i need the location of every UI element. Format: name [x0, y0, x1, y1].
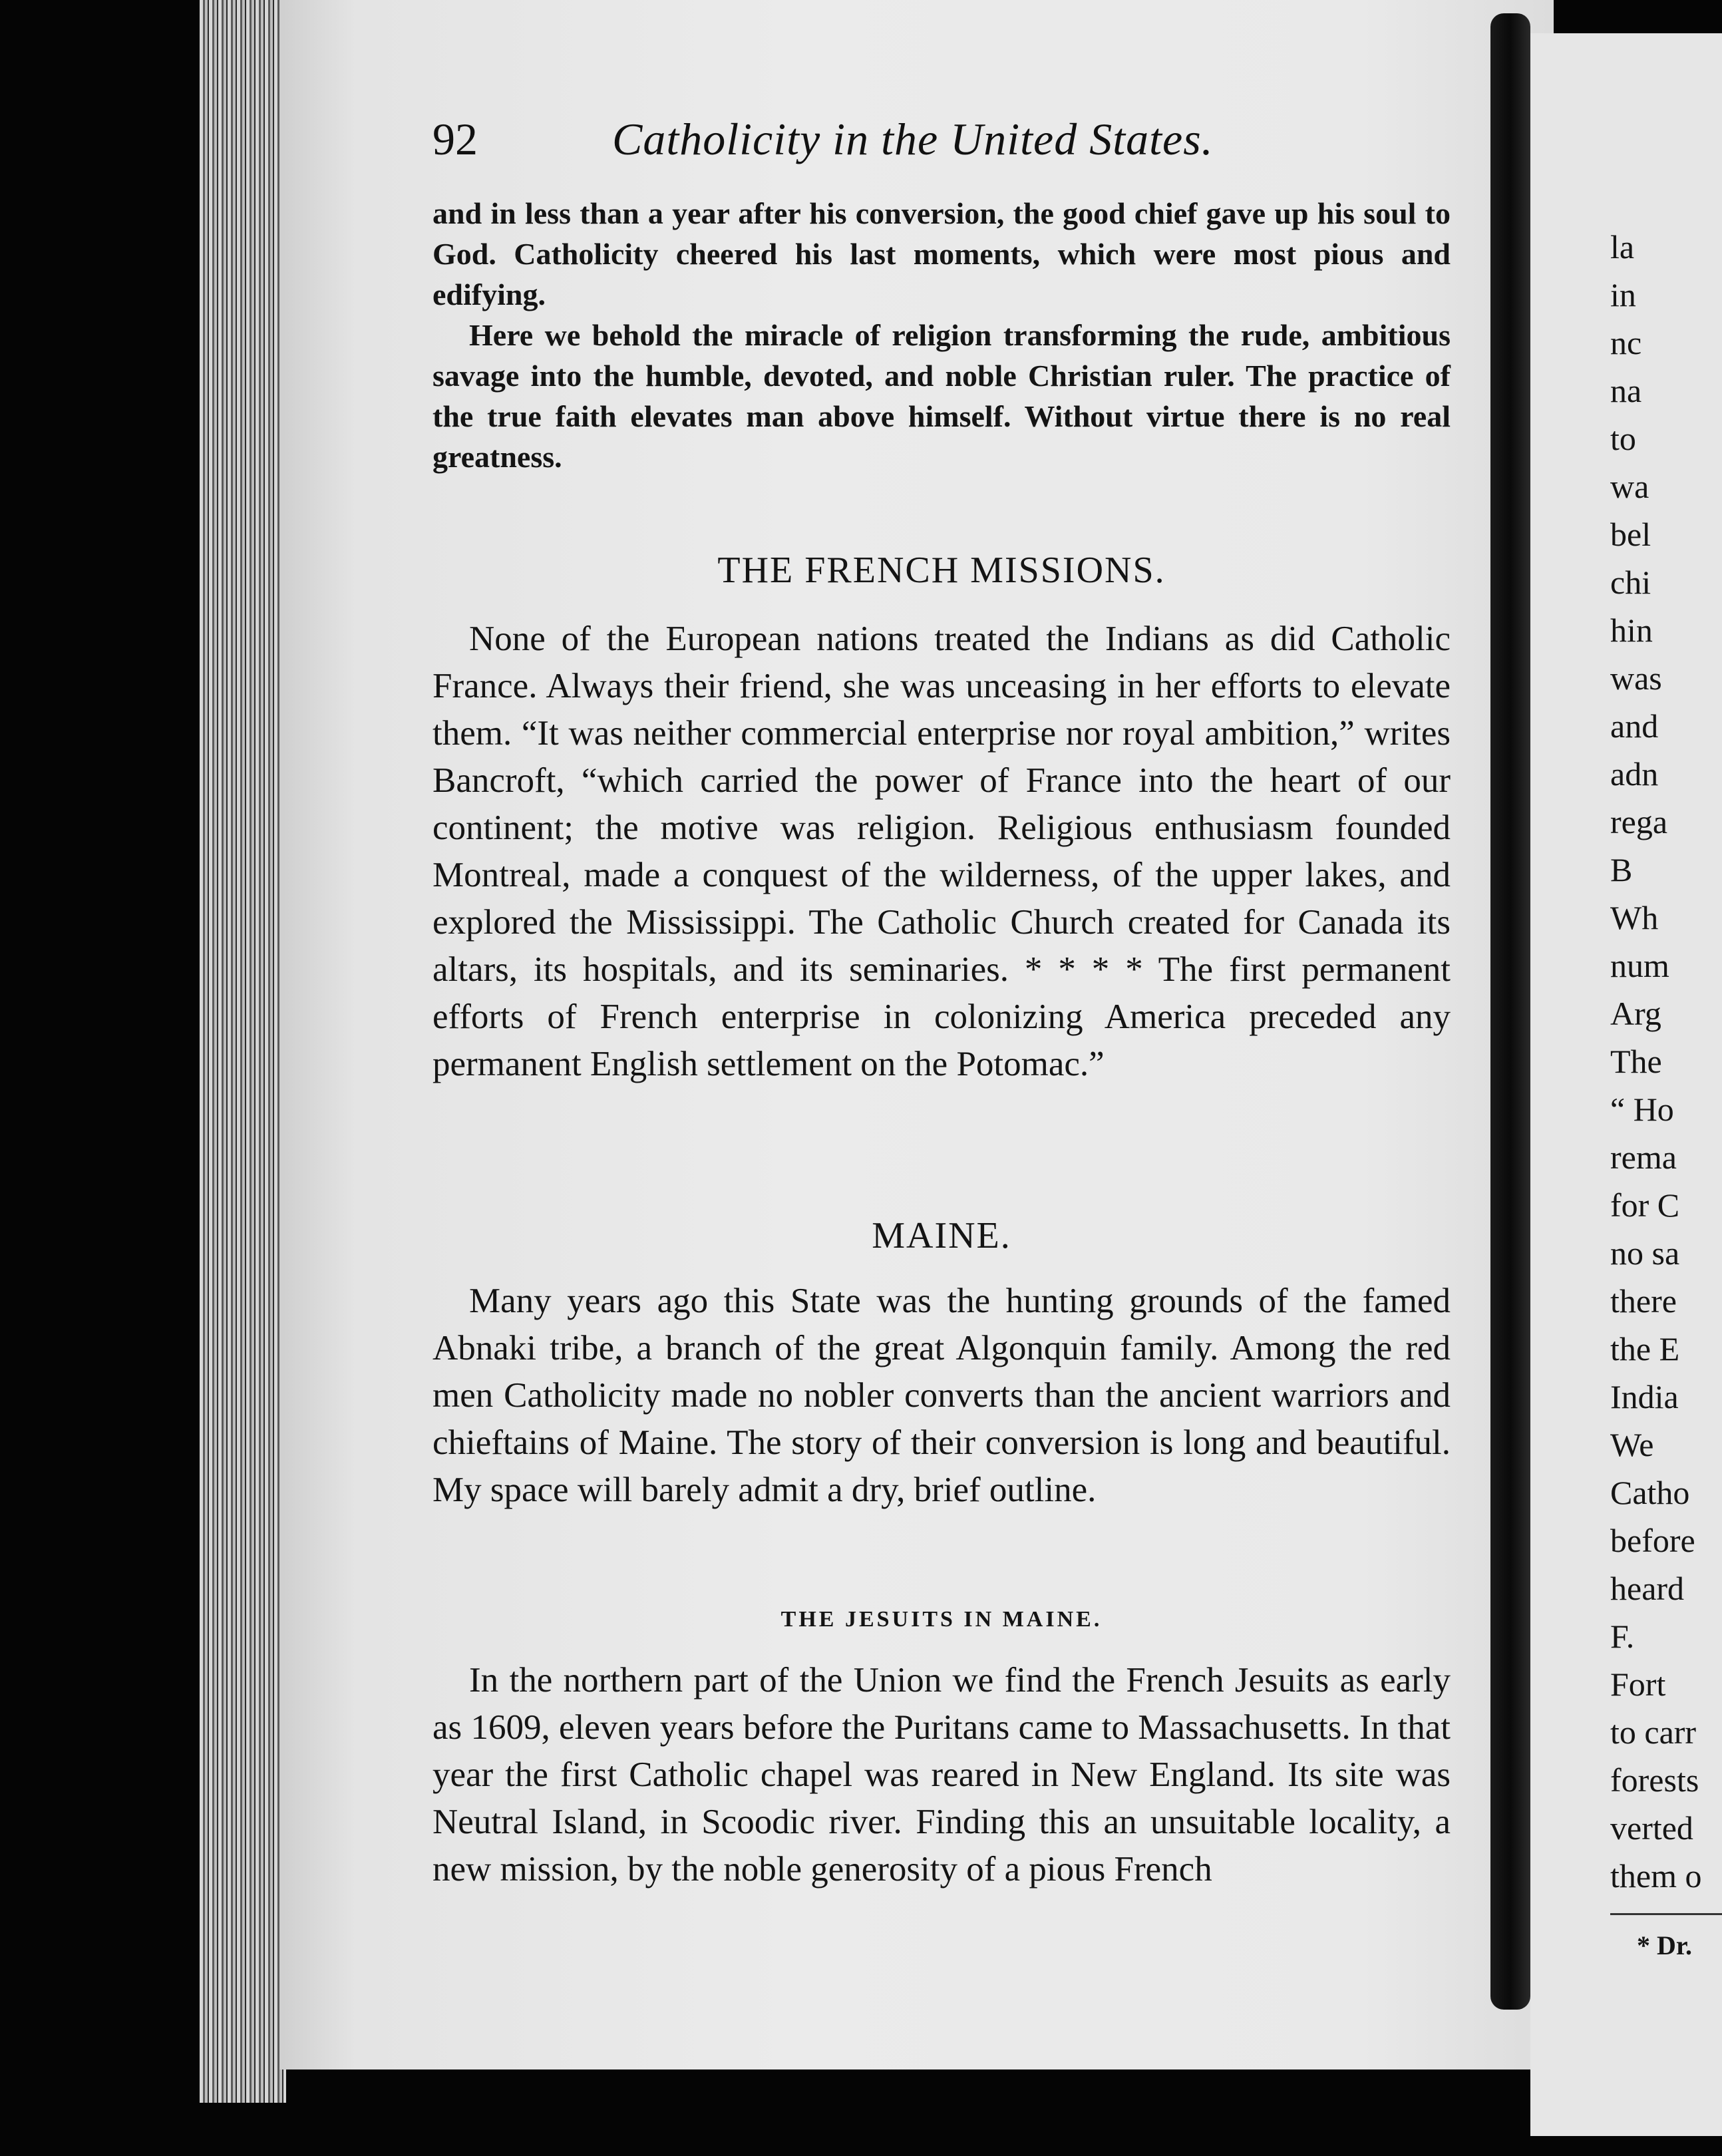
facing-line: heard — [1610, 1570, 1685, 1607]
french-missions-block — [432, 616, 1451, 1088]
maine-paragraph: Many years ago this State was the hunting grounds of the famed Abnaki tribe, a branch of the great Algonquin family. Among the red men Catholicity made no nobler converts than the ancient warriors and chieftains of Maine. The story of their conversion is long and beautiful. My space will barely admit a dry, brief outline. — [432, 1282, 1451, 1509]
maine-block — [432, 1278, 1451, 1514]
facing-page-text — [1610, 223, 1722, 1900]
facing-line: B — [1610, 851, 1633, 888]
facing-line: the E — [1610, 1330, 1680, 1367]
running-header — [432, 113, 1291, 173]
facing-line: Arg — [1610, 995, 1661, 1032]
book-gutter — [1490, 13, 1530, 2010]
facing-line: num — [1610, 947, 1669, 984]
facing-line: no sa — [1610, 1234, 1680, 1272]
facing-line: India — [1610, 1378, 1679, 1415]
facing-line: wa — [1610, 468, 1649, 505]
intro-paragraph-1: and in less than a year after his conversion, the good chief gave up his soul to God. Catholicity cheered his last moments, which were most pious and edifying. — [432, 196, 1451, 311]
facing-line: We — [1610, 1426, 1654, 1463]
running-title: Catholicity in the United States. — [612, 114, 1214, 164]
facing-line: rega — [1610, 803, 1668, 840]
facing-line: in — [1610, 276, 1636, 313]
facing-line: adn — [1610, 755, 1659, 793]
facing-line: to — [1610, 420, 1636, 457]
intro-paragraph-2: Here we behold the miracle of religion transforming the rude, ambitious savage into the humble, devoted, and noble Christian ruler. The practice of the true faith elevates man above himself. Without virtue there is no real greatness. — [432, 318, 1451, 474]
facing-line: F. — [1610, 1618, 1635, 1655]
facing-line: Catho — [1610, 1474, 1690, 1511]
jesuits-heading: THE JESUITS IN MAINE. — [780, 1607, 1103, 1632]
facing-line: chi — [1610, 564, 1651, 601]
facing-line: there — [1610, 1282, 1677, 1320]
maine-heading: MAINE. — [872, 1215, 1011, 1256]
facing-line: “ Ho — [1610, 1091, 1674, 1128]
facing-line: was — [1610, 659, 1662, 697]
page-edges — [200, 0, 286, 2103]
facing-line: nc — [1610, 324, 1642, 361]
facing-line: and — [1610, 707, 1659, 745]
facing-line: them o — [1610, 1857, 1702, 1894]
facing-line: before — [1610, 1522, 1695, 1559]
french-missions-paragraph: None of the European nations treated the Indians as did Catholic France. Always their friend, she was unceasing in her efforts to elevate them. “It was neither commercial enterprise nor royal ambition,” writes Bancroft, “which carried the power of France into the heart of our continent; the motive was religion. Religious enthusiasm founded Montreal, made a conquest of the wilderness, of the upper lakes, and explored the Mississippi. The Catholic Church created for Canada its altars, its hospitals, and its seminaries. * * * * The first permanent efforts of French enterprise in colonizing America preceded any permanent English settlement on the Potomac.” — [432, 620, 1451, 1083]
facing-line: la — [1610, 228, 1635, 266]
facing-line: for C — [1610, 1186, 1680, 1224]
facing-footnote: * Dr. — [1637, 1930, 1692, 1960]
facing-line: Wh — [1610, 899, 1659, 936]
facing-line: hin — [1610, 612, 1653, 649]
facing-line: to carr — [1610, 1713, 1697, 1751]
facing-line: The — [1610, 1043, 1662, 1080]
facing-line: na — [1610, 372, 1642, 409]
facing-line: Fort — [1610, 1666, 1666, 1703]
facing-line: forests — [1610, 1761, 1699, 1799]
french-missions-heading: THE FRENCH MISSIONS. — [717, 550, 1166, 591]
facing-line: bel — [1610, 516, 1651, 553]
jesuits-paragraph: In the northern part of the Union we find the French Jesuits as early as 1609, eleven years before the Puritans came to Massachusetts. In that year the first Catholic chapel was reared in New England. Its site was Neutral Island, in Scoodic river. Finding this an unsuitable locality, a new mission, by the noble generosity of a pious French — [432, 1661, 1451, 1888]
jesuits-block — [432, 1657, 1451, 1893]
facing-line: verted — [1610, 1809, 1693, 1847]
page-number: 92 — [432, 114, 478, 164]
intro-block — [432, 193, 1451, 477]
facing-line: rema — [1610, 1139, 1677, 1176]
footnote-rule — [1610, 1913, 1722, 1915]
